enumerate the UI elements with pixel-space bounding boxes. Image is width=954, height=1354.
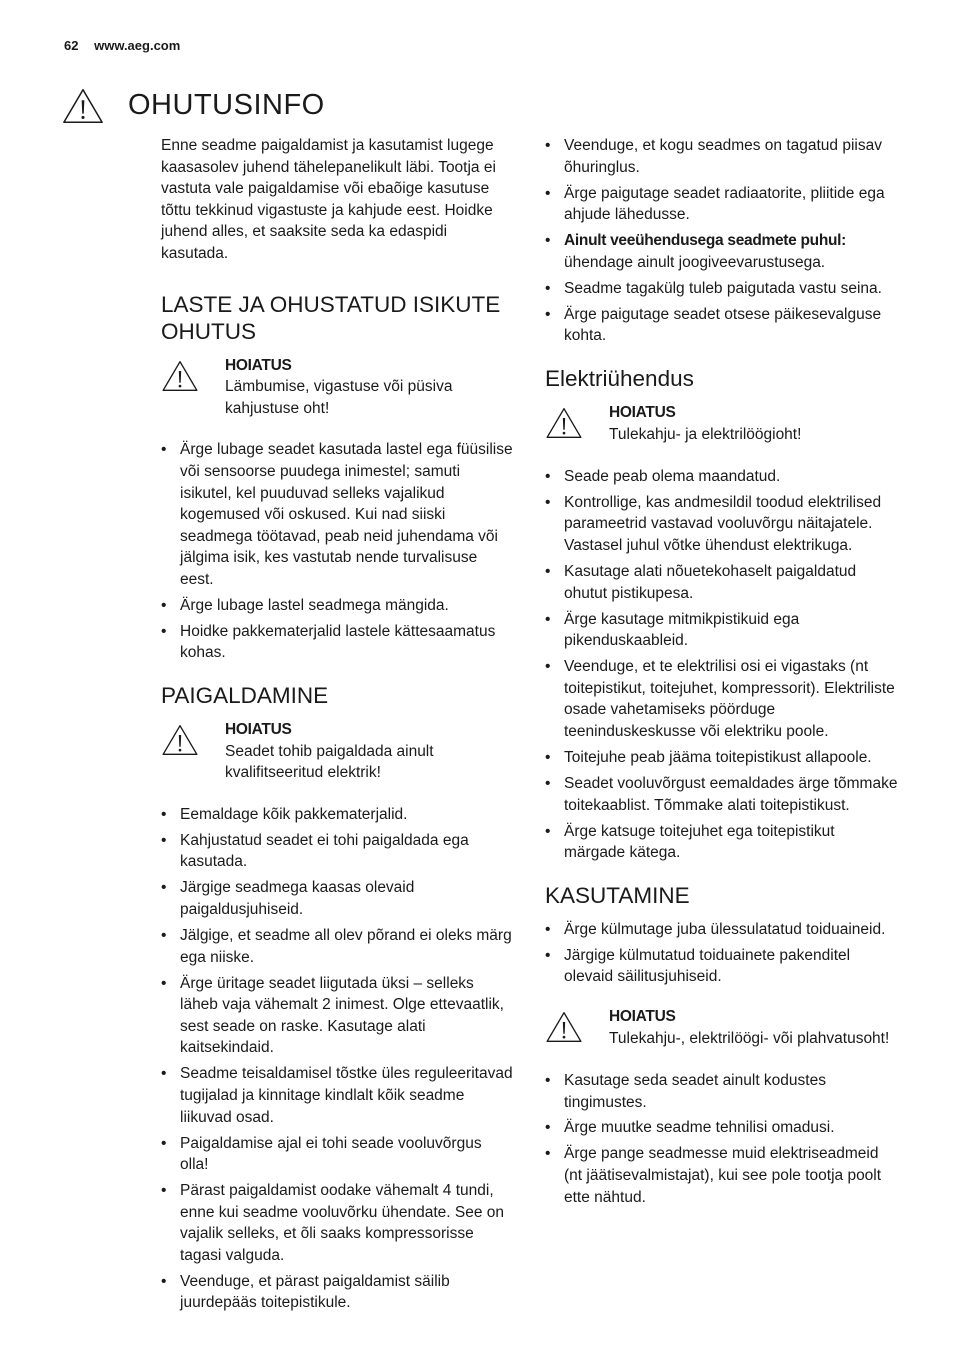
warning-title: HOIATUS [609,403,676,421]
list-item: • Seade peab olema maandatud. [545,466,900,488]
page-title: OHUTUSINFO [128,89,325,122]
intro-paragraph: Enne seadme paigaldamist ja kasutamist lugege kaasasolev juhend tähelepanelikult läbi. Tootja ei vastuta vale paigaldamise või ebaõige kasutuse tõttu tekkinud vigastuste ja kahjude eest. Hoidke juhend alles, et saaksite seda ka edaspidi kasutada. [161,137,496,262]
warning-triangle-icon [545,1011,583,1043]
installation-list-continued [545,135,900,347]
list-item: • Jälgige, et seadme all olev põrand ei oleks märg ega niiske. [161,925,513,968]
warning-title: HOIATUS [225,721,292,739]
section-heading-usage: KASUTAMINE [545,882,690,908]
list-item: • Paigaldamise ajal ei tohi seade vooluvõrgus olla! [161,1133,513,1176]
warning-triangle-icon [545,407,583,439]
list-item: • Veenduge, et te elektrilisi osi ei vigastaks (nt toitepistikut, toitejuhet, kompressorit). Elektriliste osade vahetamiseks pöörduge teeninduskeskusse või elektriku poole. [545,656,900,742]
warning-title: HOIATUS [225,356,292,374]
warning-text: Lämbumise, vigastuse või püsiva kahjustuse oht! [225,378,453,417]
list-item: • Seadet vooluvõrgust eemaldades ärge tõmmake toitekaablist. Tõmmake alati toitepistikust. [545,773,900,816]
list-item: • Ärge lubage lastel seadmega mängida. [161,595,513,617]
usage-list [545,919,900,988]
list-item: • Hoidke pakkematerjalid lastele kättesaamatus kohas. [161,621,513,664]
list-item: • Seadme teisaldamisel tõstke üles reguleeritavad tugijalad ja kinnitage kindlalt kõik seadme liikuvad osad. [161,1063,513,1128]
warning-box [545,1006,900,1050]
page-number: 62 [64,38,79,53]
list-item: • Eemaldage kõik pakkematerjalid. [161,804,513,826]
section-heading-installation: PAIGALDAMINE [161,683,329,709]
list-item: • Kasutage alati nõuetekohaselt paigaldatud ohutut pistikupesa. [545,561,900,604]
list-item [545,230,900,273]
list-item: • Veenduge, et pärast paigaldamist säilib juurdepääs toitepistikule. [161,1271,513,1314]
right-column [545,135,900,1226]
list-item: • Ärge kasutage mitmikpistikuid ega pikenduskaableid. [545,609,900,652]
warning-text: Tulekahju- ja elektrilöögioht! [609,425,802,443]
list-item: • Seadme tagakülg tuleb paigutada vastu seina. [545,278,900,300]
list-item: • Toitejuhe peab jääma toitepistikust allapoole. [545,747,900,769]
warning-box [161,719,513,784]
list-item: • Järgige külmutatud toiduainete pakenditel olevaid säilitusjuhiseid. [545,945,900,988]
electrical-list [545,466,900,864]
website-url: www.aeg.com [94,38,181,53]
bold-lead: Ainult veeühendusega seadmete puhul: [564,232,847,250]
list-item: • Ärge muutke seadme tehnilisi omadusi. [545,1117,900,1139]
list-item: • Pärast paigaldamist oodake vähemalt 4 tundi, enne kui seadme vooluvõrku ühendate. See on vajalik selleks, et õli saaks kompressorisse tagasi valguda. [161,1180,513,1266]
list-item: • Kontrollige, kas andmesildil toodud elektrilised parameetrid vastavad vooluvõrgu näitajatele. Vastasel juhul võtke ühendust elektrikuga. [545,492,900,557]
list-item: • Ärge paigutage seadet otsese päikesevalguse kohta. [545,304,900,347]
list-item: • Ärge üritage seadet liigutada üksi – selleks läheb vaja vähemalt 2 inimest. Olge ettevaatlik, sest seade on raske. Kasutage alati kaitsekindaid. [161,973,513,1059]
left-column [161,135,513,1332]
page-title-row [62,70,325,142]
section-heading-electrical: Elektriühendus [545,365,694,391]
section-heading-children: LASTE JA OHUSTATUD ISIKUTE OHUTUS [161,291,501,344]
list-item: • Ärge lubage seadet kasutada lastel ega füüsilise või sensoorse puudega inimestel; samuti isikutel, kel puuduvad selleks vajalikud kogemused või oskused. Kui nad siiski seadmega töötavad, peab neid juhendama või jälgima isik, kes vastutab nende turvalisuse eest. [161,439,513,590]
item-rest: ühendage ainult joogiveevarustusega. [564,253,826,271]
children-list [161,439,513,664]
list-item: • Ärge katsuge toitejuhet ega toitepistikut märgade kätega. [545,821,900,864]
list-item: • Ärge pange seadmesse muid elektriseadmeid (nt jäätisevalmistajat), kui see pole tootja poolt ette nähtud. [545,1143,900,1208]
installation-list [161,804,513,1314]
warning-triangle-icon [161,360,199,392]
warning-triangle-icon [62,87,104,125]
list-item: • Kasutage seda seadet ainult kodustes tingimustes. [545,1070,900,1113]
warning-text: Tulekahju-, elektrilöögi- või plahvatusoht! [609,1029,890,1047]
page-header [64,38,180,53]
warning-box [545,402,900,446]
warning-title: HOIATUS [609,1007,676,1025]
warning-triangle-icon [161,724,199,756]
usage-list-after [545,1070,900,1208]
list-item: • Veenduge, et kogu seadmes on tagatud piisav õhuringlus. [545,135,900,178]
list-item: • Ärge paigutage seadet radiaatorite, pliitide ega ahjude lähedusse. [545,183,900,226]
list-item: • Järgige seadmega kaasas olevaid paigaldusjuhiseid. [161,877,513,920]
list-item: • Kahjustatud seadet ei tohi paigaldada ega kasutada. [161,830,513,873]
warning-text: Seadet tohib paigaldada ainult kvalifitseeritud elektrik! [225,742,434,782]
list-item: • Ärge külmutage juba ülessulatatud toiduaineid. [545,919,900,941]
warning-box [161,355,513,420]
